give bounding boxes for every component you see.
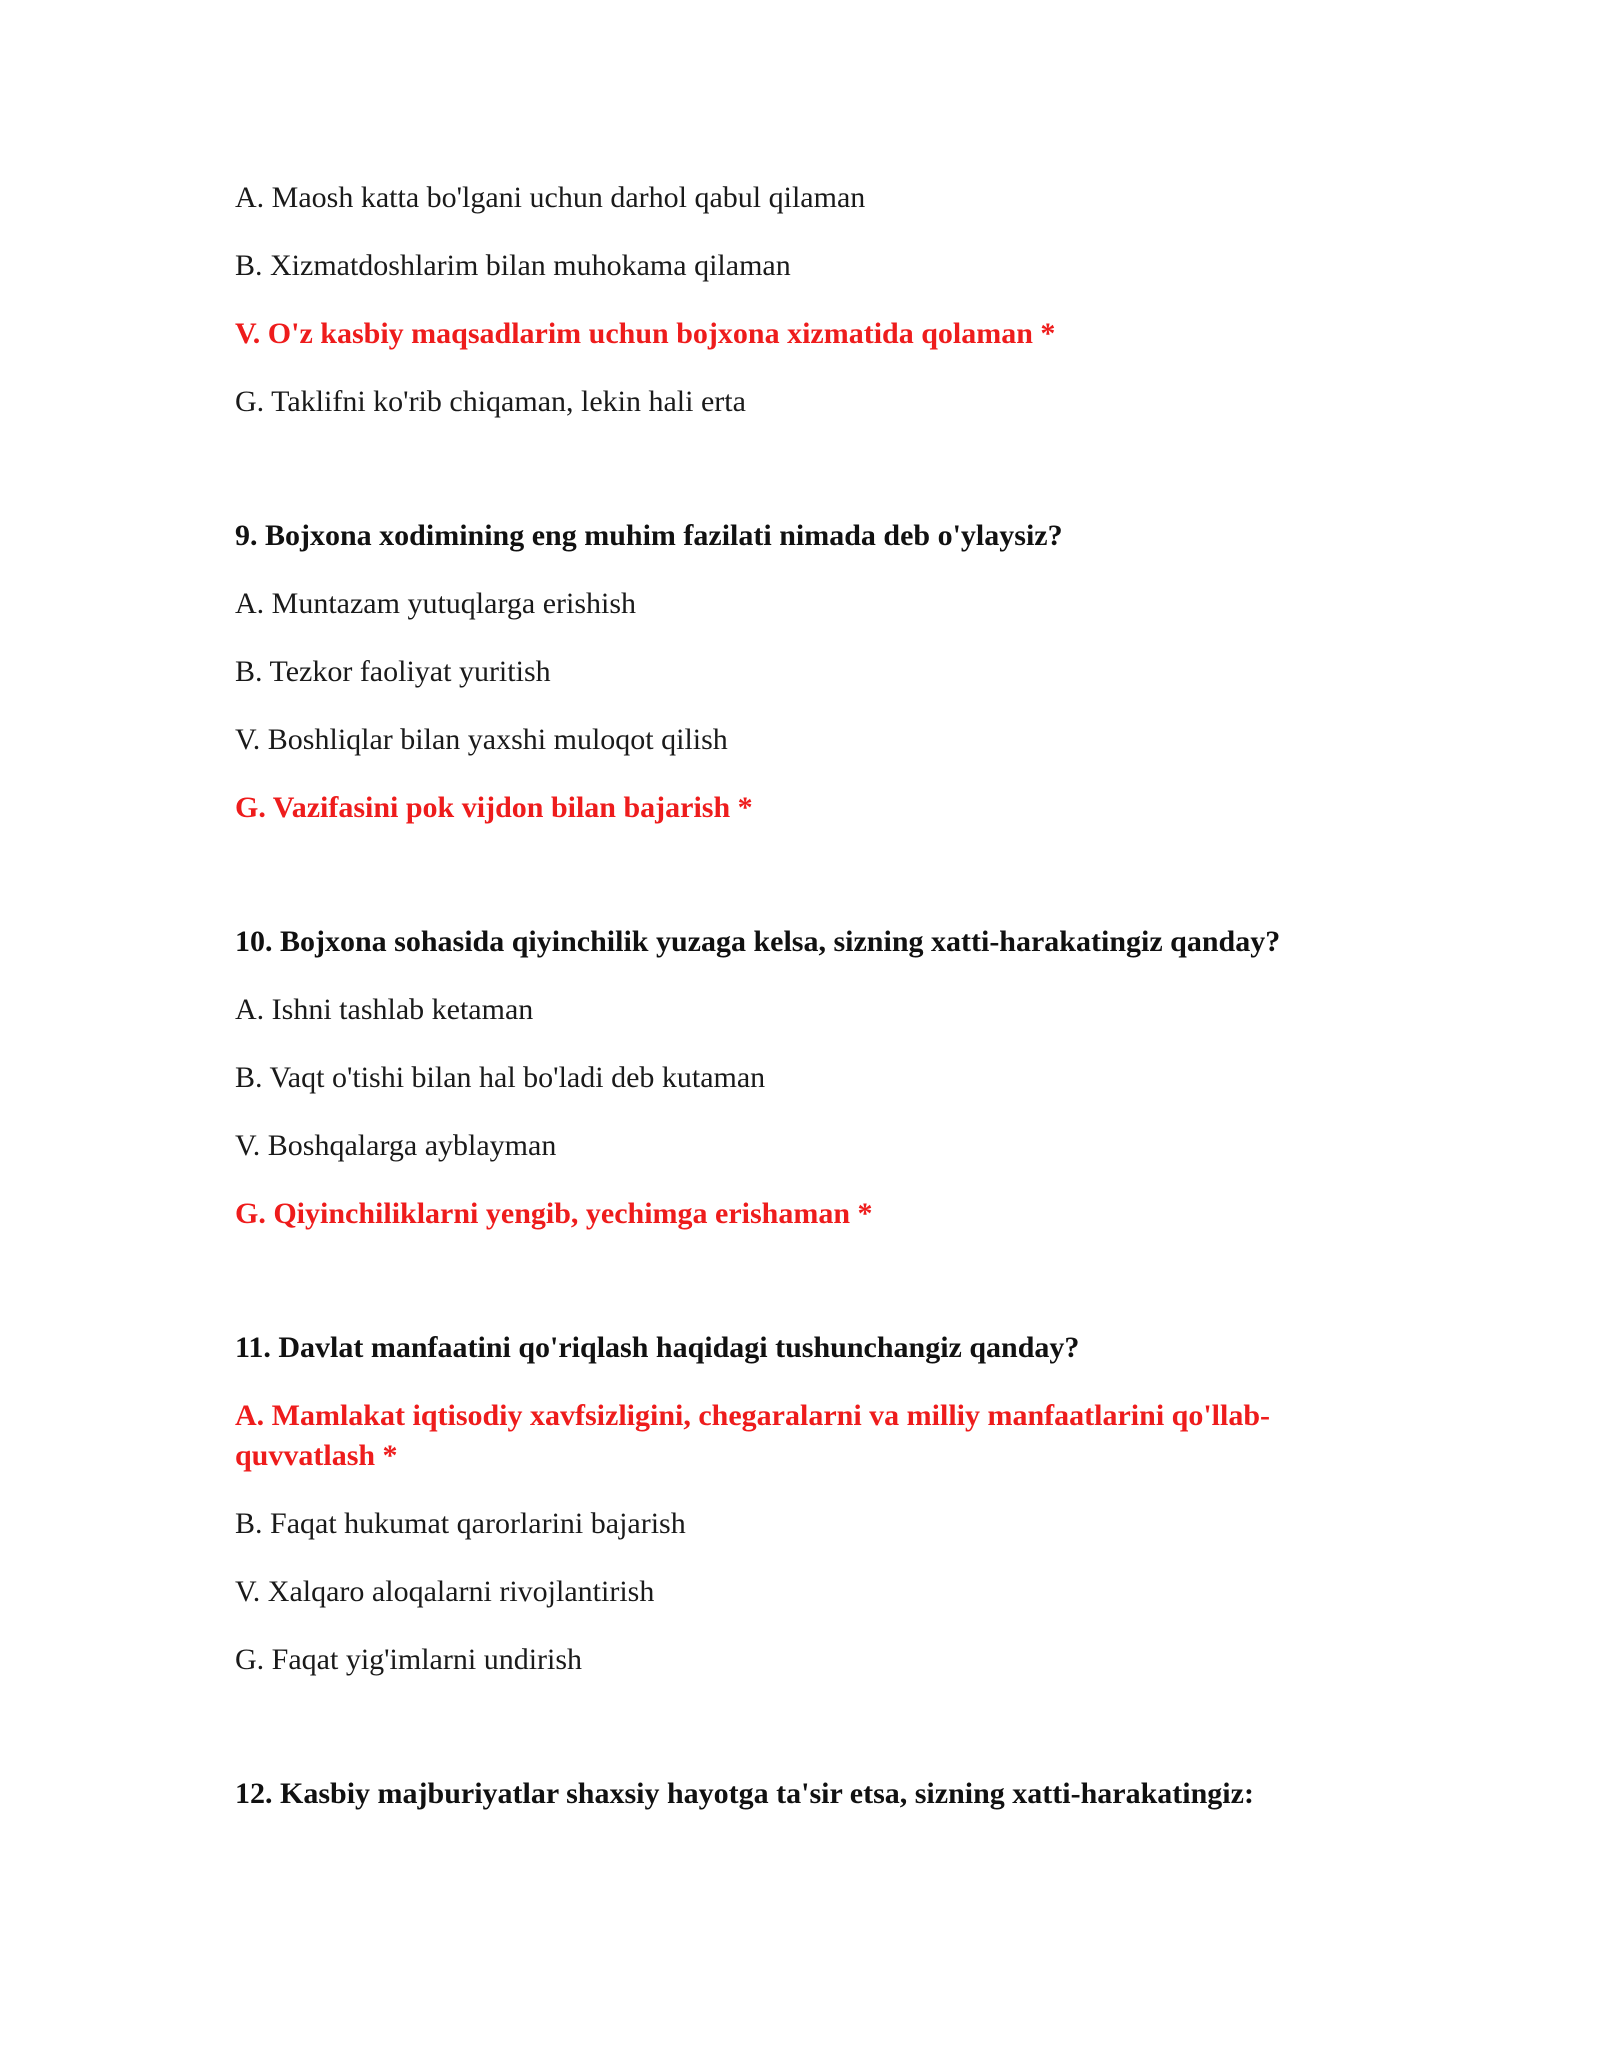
correct-answer-option-g: G. Qiyinchiliklarni yengib, yechimga erishaman *: [235, 1197, 873, 1230]
question-11: 11. Davlat manfaatini qo'riqlash haqidagi tushunchangiz qanday?: [235, 1331, 1080, 1364]
document-page: [235, 178, 1365, 1842]
correct-answer-option-v: V. O'z kasbiy maqsadlarim uchun bojxona xizmatida qolaman *: [235, 317, 1056, 350]
spacer: [235, 1262, 1365, 1328]
answer-option-a: A. Maosh katta bo'lgani uchun darhol qabul qilaman: [235, 181, 866, 214]
spacer: [235, 1708, 1365, 1774]
question-12: 12. Kasbiy majburiyatlar shaxsiy hayotga ta'sir etsa, sizning xatti-harakatingiz:: [235, 1777, 1254, 1810]
answer-option-v: V. Xalqaro aloqalarni rivojlantirish: [235, 1575, 655, 1608]
answer-option-b: B. Tezkor faoliyat yuritish: [235, 655, 551, 688]
answer-option-g: G. Taklifni ko'rib chiqaman, lekin hali erta: [235, 385, 746, 418]
answer-option-v: V. Boshliqlar bilan yaxshi muloqot qilish: [235, 723, 728, 756]
spacer: [235, 450, 1365, 516]
answer-option-b: B. Xizmatdoshlarim bilan muhokama qilaman: [235, 249, 791, 282]
question-9: 9. Bojxona xodimining eng muhim fazilati nimada deb o'ylaysiz?: [235, 519, 1063, 552]
correct-answer-option-a: A. Mamlakat iqtisodiy xavfsizligini, chegaralarni va milliy manfaatlarini qo'llab-quvvatlash *: [235, 1399, 1271, 1472]
answer-option-g: G. Faqat yig'imlarni undirish: [235, 1643, 583, 1676]
answer-option-v: V. Boshqalarga ayblayman: [235, 1129, 557, 1162]
answer-option-a: A. Muntazam yutuqlarga erishish: [235, 587, 637, 620]
spacer: [235, 856, 1365, 922]
answer-option-b: B. Faqat hukumat qarorlarini bajarish: [235, 1507, 686, 1540]
correct-answer-option-g: G. Vazifasini pok vijdon bilan bajarish *: [235, 791, 753, 824]
question-10: 10. Bojxona sohasida qiyinchilik yuzaga kelsa, sizning xatti-harakatingiz qanday?: [235, 925, 1281, 958]
answer-option-a: A. Ishni tashlab ketaman: [235, 993, 534, 1026]
answer-option-b: B. Vaqt o'tishi bilan hal bo'ladi deb kutaman: [235, 1061, 766, 1094]
